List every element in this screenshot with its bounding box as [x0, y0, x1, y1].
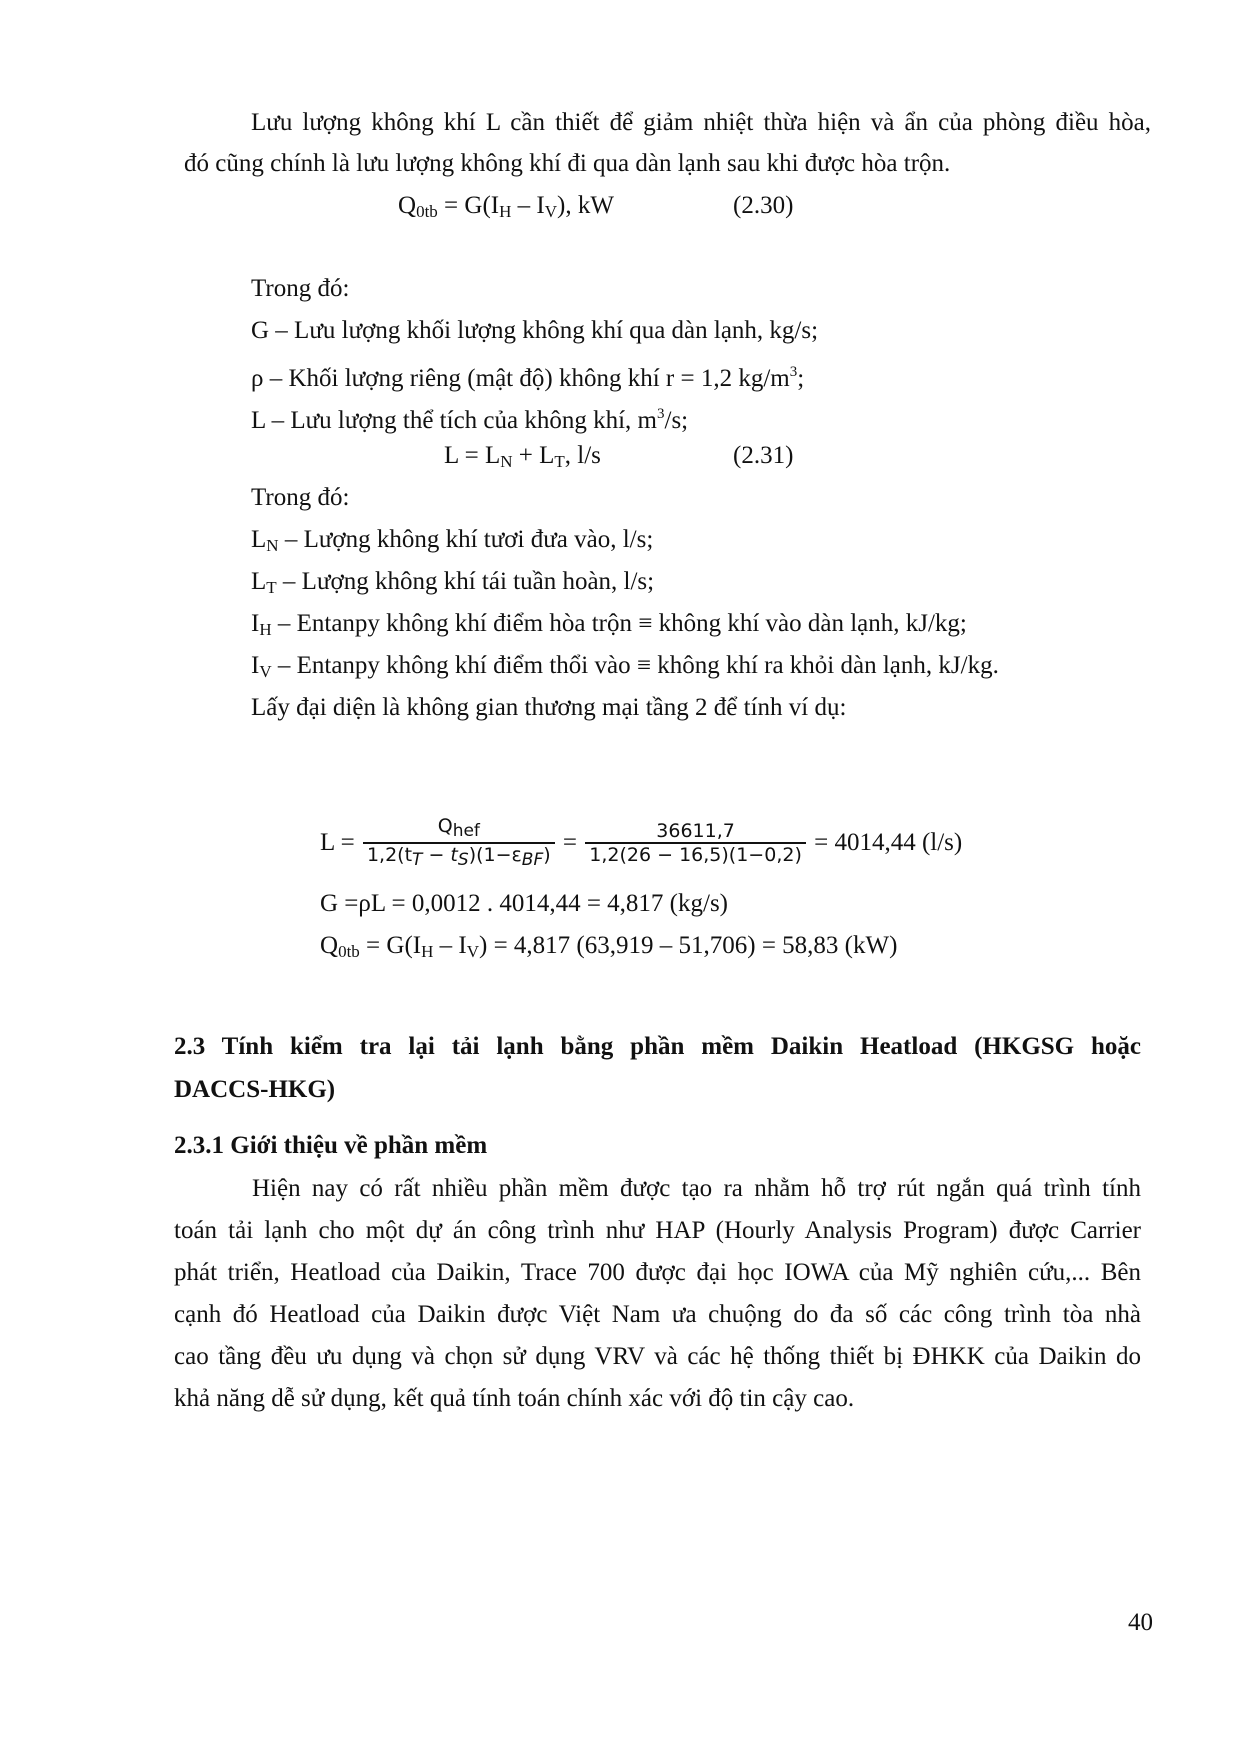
- ih-main: I: [251, 610, 260, 637]
- definition-l: [251, 399, 688, 436]
- q-sub-h: H: [421, 942, 434, 961]
- ih-sub: H: [259, 620, 272, 639]
- paragraph-line-6: khả năng dễ sử dụng, kết quả tính toán chính xác với độ tin cậy cao.: [174, 1385, 855, 1412]
- iv-main: I: [251, 652, 260, 679]
- section-2-3-heading-line-1: 2.3 Tính kiểm tra lại tải lạnh bằng phần mềm Daikin Heatload (HKGSG hoặc: [174, 1033, 1141, 1060]
- calc-g-line: G =ρL = 0,0012 . 4014,44 = 4,817 (kg/s): [320, 890, 728, 917]
- eq-q-sub: 0tb: [416, 202, 438, 221]
- q-main: Q: [320, 932, 339, 959]
- fraction-1-denominator: 1,2(tT − tS)(1−εBF): [363, 842, 555, 871]
- l-sup: 3: [657, 406, 665, 422]
- ln-text: – Lượng không khí tươi đưa vào, l/s;: [278, 526, 654, 553]
- l-end: /s;: [664, 407, 689, 434]
- eq231-sub-t: T: [554, 452, 565, 471]
- q-sub: 0tb: [338, 942, 360, 961]
- fraction-1-numerator: Qhef: [437, 815, 480, 841]
- eq231-p1: L = L: [444, 442, 501, 469]
- definition-ih: [251, 609, 967, 645]
- definition-rho: [251, 357, 804, 394]
- equation-number-2-31: (2.31): [733, 442, 794, 469]
- equation-number-2-30: (2.30): [733, 192, 794, 219]
- iv-text: – Entanpy không khí điểm thổi vào ≡ không khí ra khỏi dàn lạnh, kJ/kg.: [271, 652, 999, 679]
- calc-l-lhs: L =: [320, 829, 361, 856]
- fraction-2: [585, 820, 806, 866]
- paragraph-line-4: cạnh đó Heatload của Daikin được Việt Nam ưa chuộng do đa số các công trình tòa nhà: [174, 1301, 1141, 1328]
- paragraph-line-1: Hiện nay có rất nhiều phần mềm được tạo ra nhằm hỗ trợ rút ngắn quá trình tính: [252, 1175, 1141, 1202]
- definition-lt: [251, 567, 654, 603]
- q-p2: – I: [433, 932, 467, 959]
- l-text: L – Lưu lượng thể tích của không khí, m: [251, 407, 657, 434]
- lt-text: – Lượng không khí tái tuần hoàn, l/s;: [276, 568, 655, 595]
- eq-rest: ), kW: [557, 192, 614, 219]
- eq231-sub-n: N: [500, 452, 513, 471]
- rho-text: ρ – Khối lượng riêng (mật độ) không khí r = 1,2 kg/m: [251, 365, 790, 392]
- q-p1: = G(I: [359, 932, 422, 959]
- eq-mid2: – I: [511, 192, 545, 219]
- rho-end: ;: [797, 365, 805, 392]
- where-heading-1: Trong đó:: [251, 275, 350, 302]
- q-sub-v: V: [466, 942, 479, 961]
- eq-mid1: = G(I: [437, 192, 500, 219]
- definition-iv: [251, 651, 999, 687]
- ih-text: – Entanpy không khí điểm hòa trộn ≡ không khí vào dàn lạnh, kJ/kg;: [271, 610, 967, 637]
- example-intro: Lấy đại diện là không gian thương mại tầng 2 để tính ví dụ:: [251, 694, 847, 721]
- eq-sub-h: H: [499, 202, 512, 221]
- equation-2-31: [444, 441, 601, 477]
- equation-2-30: [398, 191, 614, 227]
- definition-g: G – Lưu lượng khối lượng không khí qua dàn lạnh, kg/s;: [251, 317, 819, 344]
- where-heading-2: Trong đó:: [251, 484, 350, 511]
- paragraph-line-2: toán tải lạnh cho một dự án công trình như HAP (Hourly Analysis Program) được Carrier: [174, 1217, 1141, 1244]
- definition-ln: [251, 525, 653, 561]
- eq-q-main: Q: [398, 192, 417, 219]
- fraction-2-denominator: 1,2(26 − 16,5)(1−0,2): [585, 842, 806, 866]
- calc-q-line: [320, 931, 897, 967]
- intro-line-2: đó cũng chính là lưu lượng không khí đi qua dàn lạnh sau khi được hòa trộn.: [184, 150, 951, 177]
- q-p3: ) = 4,817 (63,919 – 51,706) = 58,83 (kW): [479, 932, 898, 959]
- paragraph-line-5: cao tầng đều ưu dụng và chọn sử dụng VRV và các hệ thống thiết bị ĐHKK của Daikin do: [174, 1343, 1141, 1370]
- calc-eq: =: [556, 829, 584, 856]
- section-2-3-1-heading: 2.3.1 Giới thiệu về phần mềm: [174, 1132, 488, 1159]
- eq231-p3: , l/s: [564, 442, 601, 469]
- eq231-p2: + L: [512, 442, 555, 469]
- eq-sub-v: V: [544, 202, 557, 221]
- fraction-2-numerator: 36611,7: [656, 820, 735, 842]
- lt-main: L: [251, 568, 267, 595]
- ln-main: L: [251, 526, 267, 553]
- calc-l-result: = 4014,44 (l/s): [807, 829, 963, 856]
- fraction-1: [363, 815, 555, 871]
- intro-line-1: Lưu lượng không khí L cần thiết để giảm nhiệt thừa hiện và ẩn của phòng điều hòa,: [251, 109, 1151, 136]
- page-number: 40: [1128, 1609, 1153, 1636]
- calc-l-equation: [320, 815, 962, 871]
- ln-sub: N: [266, 536, 279, 555]
- rho-sup: 3: [789, 364, 798, 380]
- lt-sub: T: [266, 578, 277, 597]
- paragraph-line-3: phát triển, Heatload của Daikin, Trace 700 được đại học IOWA của Mỹ nghiên cứu,... Bên: [174, 1259, 1141, 1286]
- section-2-3-heading-line-2: DACCS-HKG): [174, 1076, 336, 1103]
- iv-sub: V: [259, 662, 272, 681]
